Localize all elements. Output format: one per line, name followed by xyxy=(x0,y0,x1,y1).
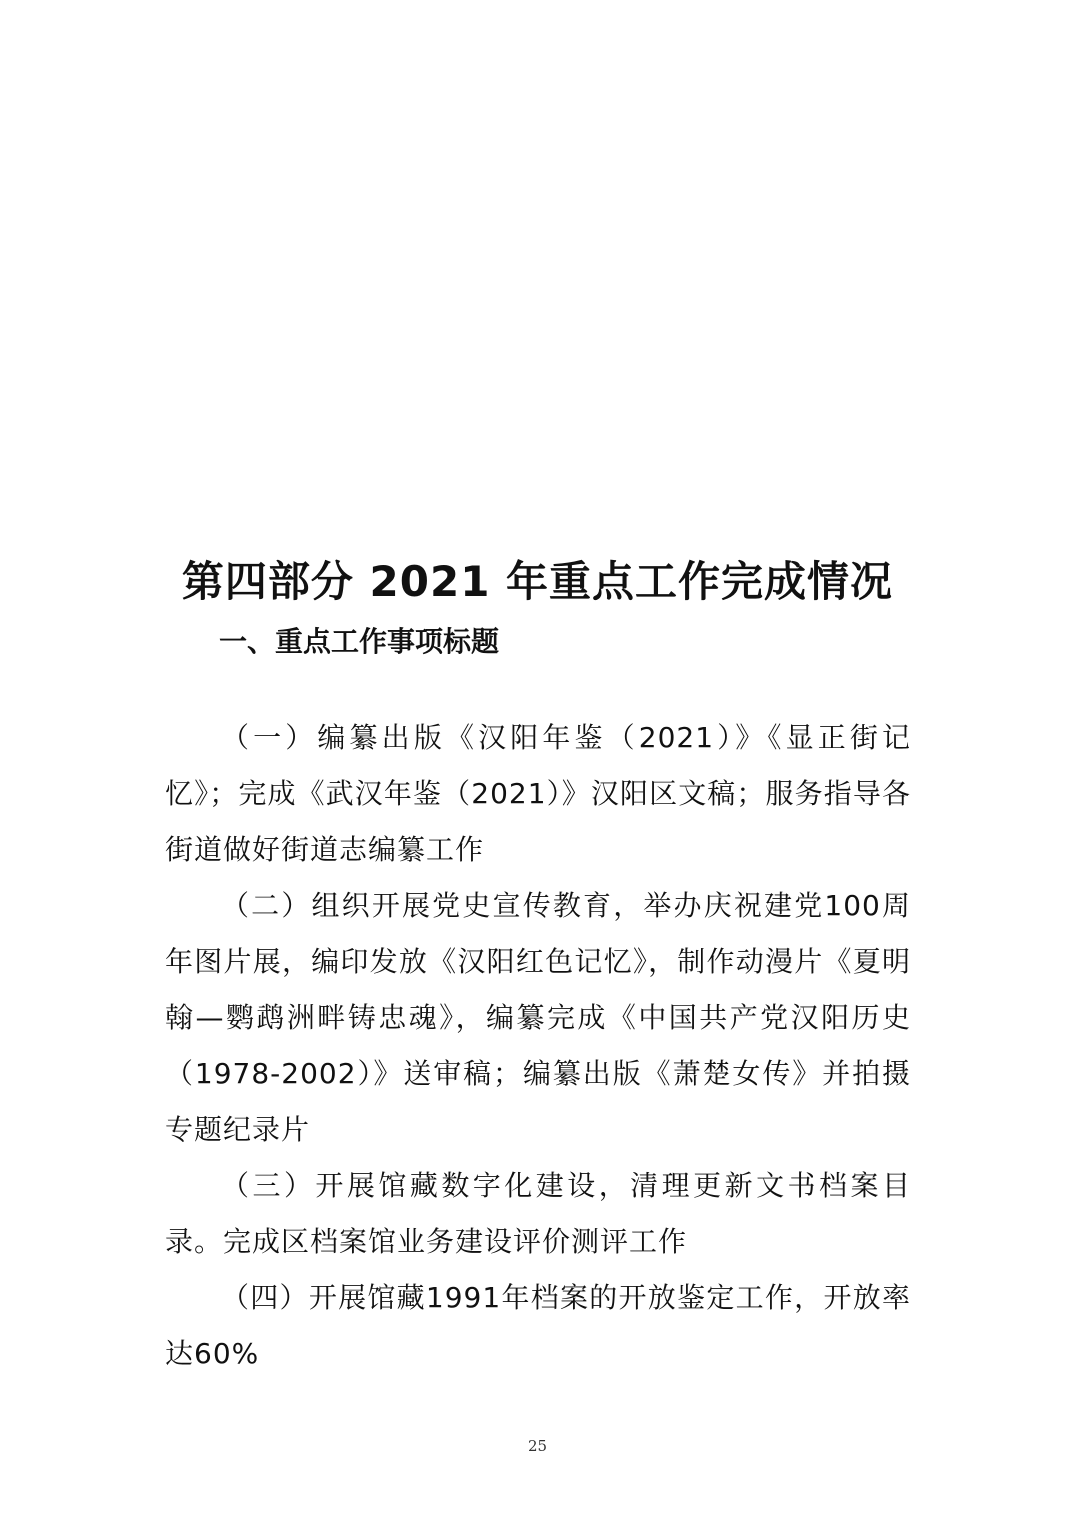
section-heading: 一、重点工作事项标题 xyxy=(219,625,500,658)
body-text xyxy=(165,710,911,1382)
paragraph-2: （二）组织开展党史宣传教育，举办庆祝建党100周年图片展，编印发放《汉阳红色记忆》，制作动漫片《夏明翰—鹦鹉洲畔铸忠魂》，编纂完成《中国共产党汉阳历史（1978-2002）》送审稿；编纂出版《萧楚女传》并拍摄专题纪录片 xyxy=(165,889,911,1146)
paragraph-1: （一）编纂出版《汉阳年鉴（2021）》《显正街记忆》；完成《武汉年鉴（2021）》汉阳区文稿；服务指导各街道做好街道志编纂工作 xyxy=(165,721,911,866)
page-number: 25 xyxy=(527,1437,548,1455)
page-title: 第四部分 2021 年重点工作完成情况 xyxy=(181,557,894,607)
paragraph-4: （四）开展馆藏1991年档案的开放鉴定工作，开放率达60% xyxy=(165,1281,911,1370)
paragraph-3: （三）开展馆藏数字化建设，清理更新文书档案目录。完成区档案馆业务建设评价测评工作 xyxy=(165,1169,911,1258)
